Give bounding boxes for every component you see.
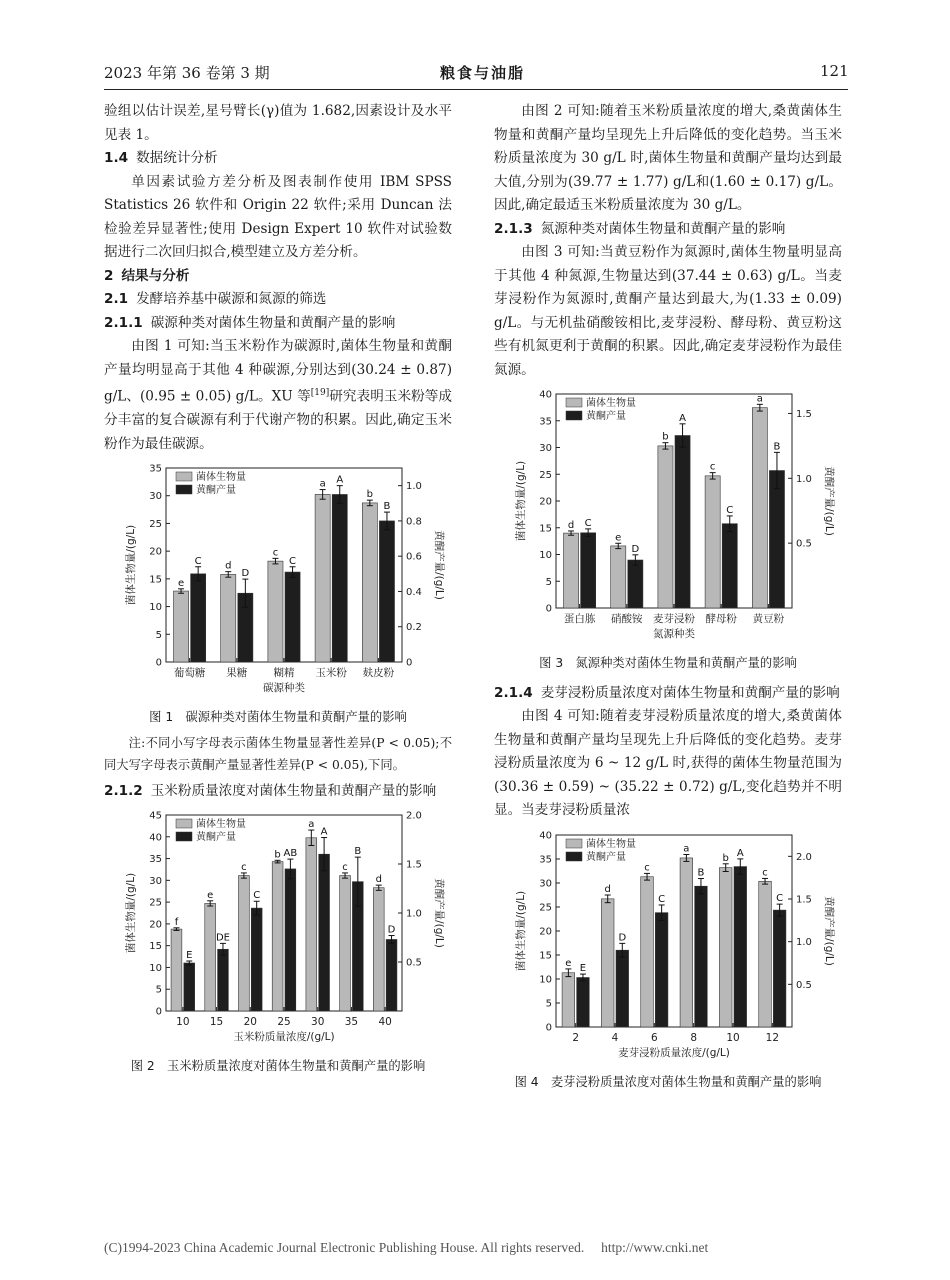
significance-letter: D	[618, 931, 627, 943]
section-title: 麦芽浸粉质量浓度对菌体生物量和黄酮产量的影响	[540, 684, 840, 701]
x-tick-label: 10	[726, 1031, 740, 1044]
y-tick-label: 25	[149, 897, 162, 909]
y-tick-label: 10	[149, 602, 162, 614]
significance-letter: D	[241, 568, 250, 580]
y-tick-label: 15	[539, 950, 552, 961]
right-column	[494, 100, 842, 1096]
y-tick-label: 40	[539, 830, 552, 841]
paragraph	[104, 335, 452, 456]
y-tick-label: 20	[149, 919, 162, 931]
y-tick-label: 5	[155, 984, 162, 996]
y2-tick-label: 1.5	[406, 859, 422, 871]
figure-2-caption: 图 2 玉米粉质量浓度对菌体生物量和黄酮产量的影响	[130, 1059, 426, 1074]
y2-tick-label: 1.5	[796, 894, 812, 905]
y-tick-label: 0	[545, 1022, 552, 1033]
y2-tick-label: 2.0	[406, 810, 422, 822]
significance-letter: d	[604, 883, 611, 895]
significance-letter: a	[319, 478, 326, 490]
significance-letter: E	[186, 950, 193, 962]
legend-swatch	[176, 819, 192, 828]
significance-letter: C	[253, 890, 261, 902]
significance-letter: d	[375, 874, 382, 886]
y-tick-label: 20	[539, 496, 552, 508]
figure-3-chart	[494, 386, 842, 648]
flavone-bar	[386, 939, 397, 1011]
significance-letter: b	[722, 852, 729, 864]
y2-tick-label: 0.2	[406, 622, 422, 634]
significance-letter: c	[241, 861, 247, 873]
significance-letter: E	[579, 962, 587, 974]
header-page-number: 121	[820, 62, 849, 80]
y-tick-label: 35	[149, 854, 162, 866]
biomass-bar	[759, 881, 772, 1027]
significance-letter: AB	[283, 848, 298, 860]
significance-letter: A	[679, 412, 686, 424]
biomass-bar	[705, 476, 720, 608]
significance-letter: a	[756, 393, 763, 405]
significance-letter: C	[194, 555, 202, 567]
y-tick-label: 5	[545, 998, 552, 1009]
y-tick-label: 35	[149, 463, 162, 475]
section-heading	[104, 288, 452, 312]
y-tick-label: 15	[539, 523, 552, 535]
section-number: 2.1.4	[494, 684, 533, 701]
legend-swatch	[566, 398, 582, 407]
plot-frame	[556, 835, 792, 1027]
y-tick-label: 0	[545, 603, 552, 615]
legend-label: 菌体生物量	[196, 472, 246, 484]
y-tick-label: 40	[539, 389, 552, 401]
figure-3-caption: 图 3 氮源种类对菌体生物量和黄酮产量的影响	[539, 656, 797, 670]
x-tick-label: 葡萄糖	[173, 667, 206, 680]
significance-letter: c	[644, 861, 650, 873]
biomass-bar	[340, 876, 351, 1011]
x-tick-label: 糊精	[273, 667, 295, 680]
paragraph: 单因素试验方差分析及图表制作使用 IBM SPSS Statistics 26 软件和 Origin 22 软件;采用 Duncan 法检验差异显著性;使用 Design Expert 10 软件对试验数据进行二次回归拟合,模型建立及方差分析。	[104, 173, 452, 260]
biomass-bar	[268, 561, 283, 662]
y2-tick-label: 1.5	[796, 408, 812, 420]
y-tick-label: 35	[539, 416, 552, 428]
significance-letter: d	[225, 560, 232, 572]
significance-letter: B	[697, 867, 705, 879]
y-tick-label: 30	[149, 875, 162, 887]
y2-tick-label: 0.8	[406, 516, 422, 528]
copyright-footer: (C)1994-2023 China Academic Journal Electronic Publishing House. All rights reserved. http://www.cnki.net	[104, 1240, 709, 1255]
significance-letter: D	[387, 924, 396, 936]
x-tick-label: 2	[572, 1031, 580, 1044]
y-tick-label: 10	[149, 962, 162, 974]
significance-letter: A	[320, 826, 328, 838]
note-text: 注:不同小写字母表示菌体生物量显著性差异(P < 0.05);不同大写字母表示黄酮产量显著性差异(P < 0.05),下同。	[104, 735, 452, 772]
paragraph: 由图 2 可知:随着玉米粉质量浓度的增大,桑黄菌体生物量和黄酮产量均呈现先上升后降低的变化趋势。当玉米粉质量浓度为 30 g/L 时,菌体生物量和黄酮产量均达到最大值,分别为(39.77 ± 1.77) g/L和(1.60 ± 0.17) g/L。因此,确定最适玉米粉质量浓度为 30 g/L。	[494, 103, 842, 213]
legend-swatch	[566, 852, 582, 861]
legend-label: 黄酮产量	[196, 485, 236, 497]
section-number: 2.1	[104, 291, 129, 307]
y-axis-label: 菌体生物量/(g/L)	[125, 872, 137, 954]
y2-tick-label: 0.4	[406, 586, 422, 598]
significance-letter: B	[773, 441, 781, 453]
x-tick-label: 8	[690, 1031, 698, 1044]
y2-tick-label: 2.0	[796, 851, 812, 863]
biomass-bar	[752, 408, 767, 608]
x-tick-label: 25	[277, 1016, 291, 1029]
biomass-bar	[171, 929, 182, 1011]
significance-letter: a	[308, 819, 315, 831]
flavone-bar	[577, 977, 590, 1026]
significance-letter: d	[567, 519, 575, 531]
biomass-bar	[680, 857, 693, 1026]
flavone-bar	[319, 854, 330, 1011]
y-tick-label: 10	[539, 550, 552, 561]
x-tick-label: 35	[344, 1016, 359, 1029]
flavone-bar	[722, 524, 737, 608]
significance-letter: c	[342, 861, 348, 873]
y2-tick-label: 0.6	[406, 551, 422, 563]
biomass-bar	[563, 533, 578, 608]
section-heading	[104, 780, 452, 804]
legend-swatch	[176, 485, 192, 494]
flavone-bar	[628, 560, 643, 608]
y2-axis-label: 黄酮产量/(g/L)	[823, 466, 835, 536]
x-tick-label: 麸皮粉	[362, 667, 395, 680]
legend-label: 黄酮产量	[586, 851, 626, 863]
x-tick-label: 硝酸铵	[611, 613, 643, 625]
x-axis-label: 麦芽浸粉质量浓度/(g/L)	[618, 1046, 730, 1059]
section-number: 2	[104, 267, 114, 284]
y-axis-label: 菌体生物量/(g/L)	[125, 524, 137, 606]
section-number: 2.1.1	[104, 314, 143, 331]
section-heading	[104, 312, 452, 336]
x-tick-label: 15	[209, 1016, 224, 1029]
left-column	[104, 100, 452, 1081]
legend-swatch	[566, 411, 582, 420]
section-heading	[494, 218, 842, 242]
flavone-bar	[695, 886, 708, 1027]
section-title: 玉米粉质量浓度对菌体生物量和黄酮产量的影响	[150, 782, 437, 799]
significance-letter: C	[726, 504, 734, 516]
legend-label: 菌体生物量	[196, 819, 246, 831]
y-axis-label: 菌体生物量/(g/L)	[515, 460, 527, 542]
x-axis-label: 碳源种类	[263, 682, 305, 695]
biomass-bar	[601, 898, 614, 1026]
y-tick-label: 0	[155, 657, 162, 669]
x-tick-label: 黄豆粉	[752, 613, 785, 625]
significance-letter: e	[207, 889, 214, 901]
x-tick-label: 果糖	[226, 667, 248, 680]
y2-tick-label: 0	[406, 657, 413, 669]
header-issue: 2023 年第 36 卷第 3 期	[104, 64, 270, 82]
x-tick-label: 酵母粉	[705, 613, 737, 625]
legend-swatch	[176, 472, 192, 481]
biomass-bar	[611, 546, 626, 608]
significance-letter: c	[709, 461, 716, 473]
y-tick-label: 5	[545, 576, 552, 588]
y2-tick-label: 0.5	[796, 538, 812, 550]
significance-letter: e	[177, 577, 185, 589]
x-tick-label: 40	[378, 1016, 392, 1029]
biomass-bar	[221, 574, 236, 662]
y2-tick-label: 0.5	[406, 957, 422, 969]
biomass-bar	[306, 838, 317, 1011]
significance-letter: a	[683, 842, 690, 854]
flavone-bar	[218, 949, 229, 1011]
flavone-bar	[184, 963, 195, 1011]
y2-tick-label: 1.0	[406, 908, 422, 920]
y-tick-label: 30	[539, 878, 552, 889]
significance-letter: C	[584, 517, 592, 529]
biomass-bar	[173, 591, 188, 662]
section-title: 结果与分析	[121, 267, 190, 284]
section-title: 碳源种类对菌体生物量和黄酮产量的影响	[150, 314, 396, 331]
y-tick-label: 15	[149, 574, 162, 586]
significance-letter: f	[174, 916, 179, 928]
y-tick-label: 10	[539, 974, 552, 985]
x-tick-label: 6	[650, 1031, 658, 1044]
x-axis-label: 玉米粉质量浓度/(g/L)	[233, 1031, 335, 1044]
section-number: 1.4	[104, 150, 129, 166]
x-tick-label: 12	[765, 1031, 780, 1044]
x-tick-label: 30	[311, 1016, 325, 1029]
y-tick-label: 40	[149, 832, 162, 844]
flavone-bar	[675, 436, 690, 608]
plot-frame	[166, 815, 402, 1011]
significance-letter: B	[354, 846, 362, 858]
legend-label: 黄酮产量	[586, 411, 626, 422]
y2-axis-label: 黄酮产量/(g/L)	[433, 530, 445, 600]
significance-letter: c	[272, 547, 279, 559]
section-number: 2.1.3	[494, 220, 533, 237]
biomass-bar	[658, 446, 673, 608]
flavone-bar	[332, 494, 347, 662]
biomass-bar	[362, 503, 377, 662]
legend-label: 黄酮产量	[196, 832, 236, 844]
flavone-bar	[285, 869, 296, 1011]
significance-letter: b	[662, 431, 669, 443]
biomass-bar	[238, 876, 249, 1011]
section-title: 数据统计分析	[136, 150, 218, 166]
x-tick-label: 麦芽浸粉	[653, 613, 695, 625]
legend-label: 菌体生物量	[586, 838, 636, 850]
significance-letter: D	[631, 543, 640, 555]
significance-letter: e	[615, 532, 622, 544]
x-tick-label: 10	[176, 1016, 190, 1029]
flavone-bar	[655, 912, 668, 1026]
y-tick-label: 15	[149, 941, 162, 953]
y-tick-label: 45	[149, 810, 162, 822]
flavone-bar	[285, 572, 300, 662]
flavone-bar	[773, 910, 786, 1027]
significance-letter: B	[383, 501, 391, 513]
y2-axis-label: 黄酮产量/(g/L)	[433, 878, 445, 948]
flavone-bar	[581, 533, 596, 608]
y-tick-label: 5	[155, 629, 162, 641]
significance-letter: DE	[215, 932, 230, 944]
x-tick-label: 玉米粉	[315, 667, 347, 680]
flavone-bar	[191, 574, 206, 662]
flavone-bar	[616, 950, 629, 1027]
y2-axis-label: 黄酮产量/(g/L)	[823, 895, 835, 966]
significance-letter: A	[736, 847, 744, 859]
biomass-bar	[641, 876, 654, 1026]
legend-label: 菌体生物量	[586, 398, 636, 409]
y2-tick-label: 0.5	[796, 979, 812, 991]
y-tick-label: 25	[149, 518, 162, 530]
y-tick-label: 20	[539, 926, 552, 937]
x-tick-label: 4	[611, 1031, 619, 1044]
figure-1-chart	[104, 460, 452, 702]
y2-tick-label: 1.0	[406, 481, 422, 493]
significance-letter: c	[762, 866, 768, 878]
x-tick-label: 蛋白胨	[563, 613, 596, 625]
figure-4-caption: 图 4 麦芽浸粉质量浓度对菌体生物量和黄酮产量的影响	[514, 1074, 822, 1089]
y-tick-label: 0	[155, 1006, 162, 1018]
citation: [19]	[310, 388, 330, 398]
section-heading	[494, 682, 842, 706]
x-tick-label: 20	[243, 1016, 257, 1029]
y-tick-label: 30	[539, 443, 552, 454]
flavone-bar	[734, 866, 747, 1026]
significance-letter: C	[658, 893, 666, 905]
biomass-bar	[205, 903, 216, 1011]
section-number: 2.1.2	[104, 782, 143, 799]
flavone-bar	[379, 521, 394, 662]
y2-tick-label: 1.0	[796, 936, 812, 948]
y-axis-label: 菌体生物量/(g/L)	[515, 890, 527, 971]
figure-note	[104, 732, 452, 776]
figure-4-chart	[494, 827, 842, 1067]
paragraph-text: 由图 1 可知:当玉米粉作为碳源时,菌体生物量和黄酮产量均明显高于其他 4 种碳源,分别达到(30.24 ± 0.87) g/L、(0.95 ± 0.05) g/L。XU 等	[104, 338, 452, 405]
section-heading	[104, 265, 452, 289]
significance-letter: e	[565, 957, 572, 969]
paragraph-text: 研究表明玉米粉等成分丰富的复合碳源有利于代谢产物的积累。因此,确定玉米粉作为最佳碳源。	[104, 388, 452, 452]
header-rule	[104, 89, 848, 90]
flavone-bar	[769, 471, 784, 608]
x-axis-label: 氮源种类	[653, 628, 695, 640]
y-tick-label: 30	[149, 491, 162, 503]
y2-tick-label: 1.0	[796, 473, 812, 485]
y-tick-label: 25	[539, 469, 552, 481]
paragraph: 由图 3 可知:当黄豆粉作为氮源时,菌体生物量明显高于其他 4 种氮源,生物量达到(37.44 ± 0.63) g/L。当麦芽浸粉作为氮源时,黄酮产量达到最大,为(1.33 ± 0.09) g/L。与无机盐硝酸铵相比,麦芽浸粉、酵母粉、黄豆粉这些有机氮更利于黄酮的积累。因此,确定麦芽浸粉作为最佳氮源。	[494, 244, 842, 378]
header-journal: 粮食与油脂	[440, 64, 526, 82]
flavone-bar	[251, 908, 262, 1011]
figure-1-caption: 图 1 碳源种类对菌体生物量和黄酮产量的影响	[149, 710, 407, 725]
y-tick-label: 35	[539, 854, 552, 865]
biomass-bar	[272, 862, 283, 1011]
significance-letter: b	[274, 849, 281, 861]
y-tick-label: 25	[539, 902, 552, 913]
significance-letter: A	[336, 474, 344, 486]
biomass-bar	[315, 494, 330, 662]
legend-swatch	[176, 832, 192, 841]
biomass-bar	[373, 888, 384, 1011]
y-tick-label: 20	[149, 546, 162, 558]
legend-swatch	[566, 839, 582, 848]
significance-letter: C	[776, 892, 784, 904]
figure-2-chart	[104, 807, 452, 1051]
significance-letter: C	[289, 555, 297, 567]
section-title: 发酵培养基中碳源和氮源的筛选	[136, 291, 327, 307]
biomass-bar	[562, 972, 575, 1026]
paragraph: 验组以估计误差,星号臂长(γ)值为 1.682,因素设计及水平见表 1。	[104, 103, 452, 143]
biomass-bar	[719, 867, 732, 1026]
section-title: 氮源种类对菌体生物量和黄酮产量的影响	[540, 220, 786, 237]
paragraph: 由图 4 可知:随着麦芽浸粉质量浓度的增大,桑黄菌体生物量和黄酮产量均呈现先上升后降低的变化趋势。麦芽浸粉质量浓度为 6 ~ 12 g/L 时,获得的菌体生物量范围为(30.36 ± 0.59) ~ (35.22 ± 0.72) g/L,变化趋势并不明显。当麦芽浸粉质量浓	[494, 708, 842, 818]
section-heading	[104, 147, 452, 171]
significance-letter: b	[366, 489, 374, 501]
